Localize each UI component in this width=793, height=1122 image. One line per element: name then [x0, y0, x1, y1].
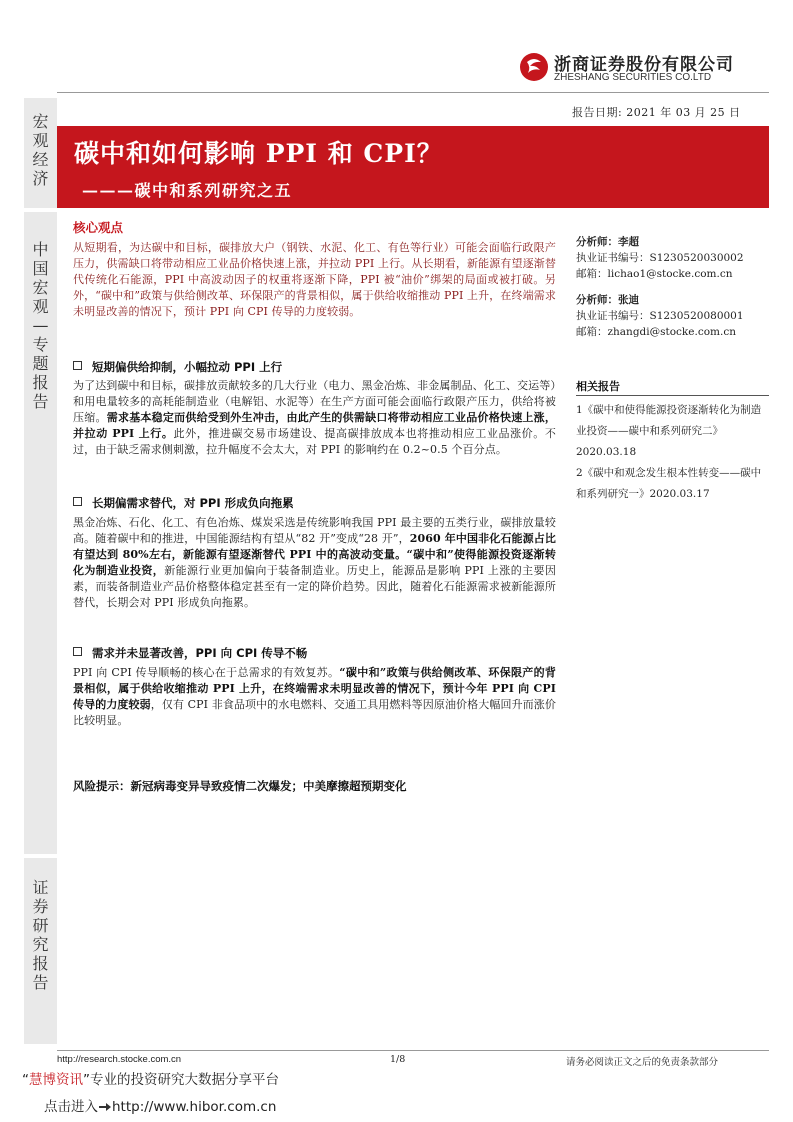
- category-china-macro-special: 中 国 宏 观 — 专 题 报 告: [24, 212, 57, 854]
- header-divider: [57, 92, 769, 93]
- watermark-link[interactable]: 点击进入 http://www.hibor.com.cn: [44, 1099, 277, 1115]
- section-3-text: PPI 向 CPI 传导顺畅的核心在于总需求的有效复苏。“碳中和”政策与供给侧改革、环保限产的背景相似，属于供给收缩推动 PPI 上升，在终端需求未明显改善的情况下，预计今年 PPI 向 CPI 传导的力度较弱，仅有 CPI 非食品项中的水电燃料、交通工具用燃料等因原油价格大幅回升而涨价比较明显。: [73, 666, 556, 727]
- analyst-cert: 执业证书编号：S1230520030002: [576, 252, 744, 264]
- square-bullet-icon: [73, 361, 82, 370]
- footer-disclaimer: 请务必阅读正文之后的免责条款部分: [566, 1057, 719, 1068]
- square-bullet-icon: [73, 497, 82, 506]
- square-bullet-icon: [73, 647, 82, 656]
- analyst-cert: 执业证书编号：S1230520080001: [576, 310, 744, 322]
- footer-divider: [57, 1050, 769, 1051]
- section-3-heading: 需求并未显著改善，PPI 向 CPI 传导不畅: [73, 645, 307, 661]
- core-view-text: 从短期看，为达碳中和目标，碳排放大户（钢铁、水泥、化工、有色等行业）可能会面临行政限产压力，供需缺口将带动相应工业品价格快速上涨，并拉动 PPI 上行。从长期看，新能源有望逐渐替代传统化石能源，PPI 中高波动因子的权重将逐渐下降，PPI 被“油价”绑架的局面或被打破。另外，“碳中和”政策与供给侧改革、环保限产的背景相似，属于供给收缩推动 PPI 上升，在终端需求未明显改善的情况下，预计 PPI 向 CPI 传导的力度较弱。: [73, 241, 556, 318]
- watermark-slogan: “慧博资讯”专业的投资研究大数据分享平台: [22, 1072, 279, 1088]
- analyst-name: 分析师：张迪: [576, 294, 639, 306]
- analyst-email[interactable]: 邮箱：lichao1@stocke.com.cn: [576, 268, 733, 280]
- category-macro-economy: 宏 观 经 济: [24, 98, 57, 208]
- analyst-email[interactable]: 邮箱：zhangdi@stocke.com.cn: [576, 326, 736, 338]
- company-name-en: ZHESHANG SECURITIES CO.LTD: [554, 72, 712, 83]
- pointing-hand-icon: [98, 1099, 112, 1113]
- section-2-text: 黑金冶炼、石化、化工、有色冶炼、煤炭采选是传统影响我国 PPI 最主要的五类行业，碳排放量较高。随着碳中和的推进，中国能源结构有望从“82 开”变成“28 开”，2060 年中国非化石能源占比有望达到 80%左右，新能源有望逐渐替代 PPI 中的高波动变量。“碳中和”使得能源投资逐渐转化为制造业投资，新能源行业更加偏向于装备制造业。历史上，能源品是影响 PPI 上涨的主要因素，而装备制造业产品价格整体稳定甚至有一定的降价趋势。因此，随着化石能源需求被新能源所替代，长期会对 PPI 形成负向拖累。: [73, 516, 556, 609]
- section-2-heading: 长期偏需求替代，对 PPI 形成负向拖累: [73, 495, 294, 511]
- related-report-item[interactable]: 1《碳中和使得能源投资逐渐转化为制造业投资——碳中和系列研究二》2020.03.18: [576, 404, 762, 458]
- analyst-card: [576, 234, 776, 282]
- section-1-text: 为了达到碳中和目标，碳排放贡献较多的几大行业（电力、黑金冶炼、非金属制品、化工、交运等）和用电量较多的高耗能制造业（电解铝、水泥等）在生产方面可能会面临行政限产压力，供给将被压缩。需求基本稳定而供给受到外生冲击，由此产生的供需缺口将带动相应工业品价格快速上涨，并拉动 PPI 上行。此外，推进碳交易市场建设、提高碳排放成本也将推动相应工业品涨价。不过，由于缺乏需求侧刺激，拉升幅度不会太大，对 PPI 的影响约在 0.2~0.5 个百分点。: [73, 379, 556, 456]
- section-1-heading: 短期偏供给抑制，小幅拉动 PPI 上行: [73, 359, 282, 375]
- company-name-cn: 浙商证券股份有限公司: [554, 55, 734, 75]
- analyst-card: [576, 292, 776, 340]
- risk-warning: 风险提示：新冠病毒变异导致疫情二次爆发；中美摩擦超预期变化: [73, 779, 407, 793]
- related-reports-divider: [576, 395, 769, 396]
- related-reports-heading: 相关报告: [576, 380, 620, 393]
- related-reports-list: [576, 400, 771, 505]
- related-report-item[interactable]: 2《碳中和观念发生根本性转变——碳中和系列研究一》2020.03.17: [576, 467, 762, 500]
- analyst-name: 分析师：李超: [576, 236, 639, 248]
- category-securities-research: 证 券 研 究 报 告: [24, 858, 57, 1044]
- footer-url[interactable]: http://research.stocke.com.cn: [57, 1054, 182, 1065]
- page-number: 1/8: [390, 1054, 406, 1065]
- report-date: 报告日期: 2021 年 03 月 25 日: [572, 106, 741, 119]
- report-title: 碳中和如何影响 PPI 和 CPI？: [74, 139, 443, 168]
- company-logo-icon: [519, 52, 549, 82]
- watermark-brand: 慧博资讯: [29, 1072, 83, 1088]
- core-view-heading: 核心观点: [73, 220, 124, 235]
- report-subtitle: ———碳中和系列研究之五: [82, 181, 293, 200]
